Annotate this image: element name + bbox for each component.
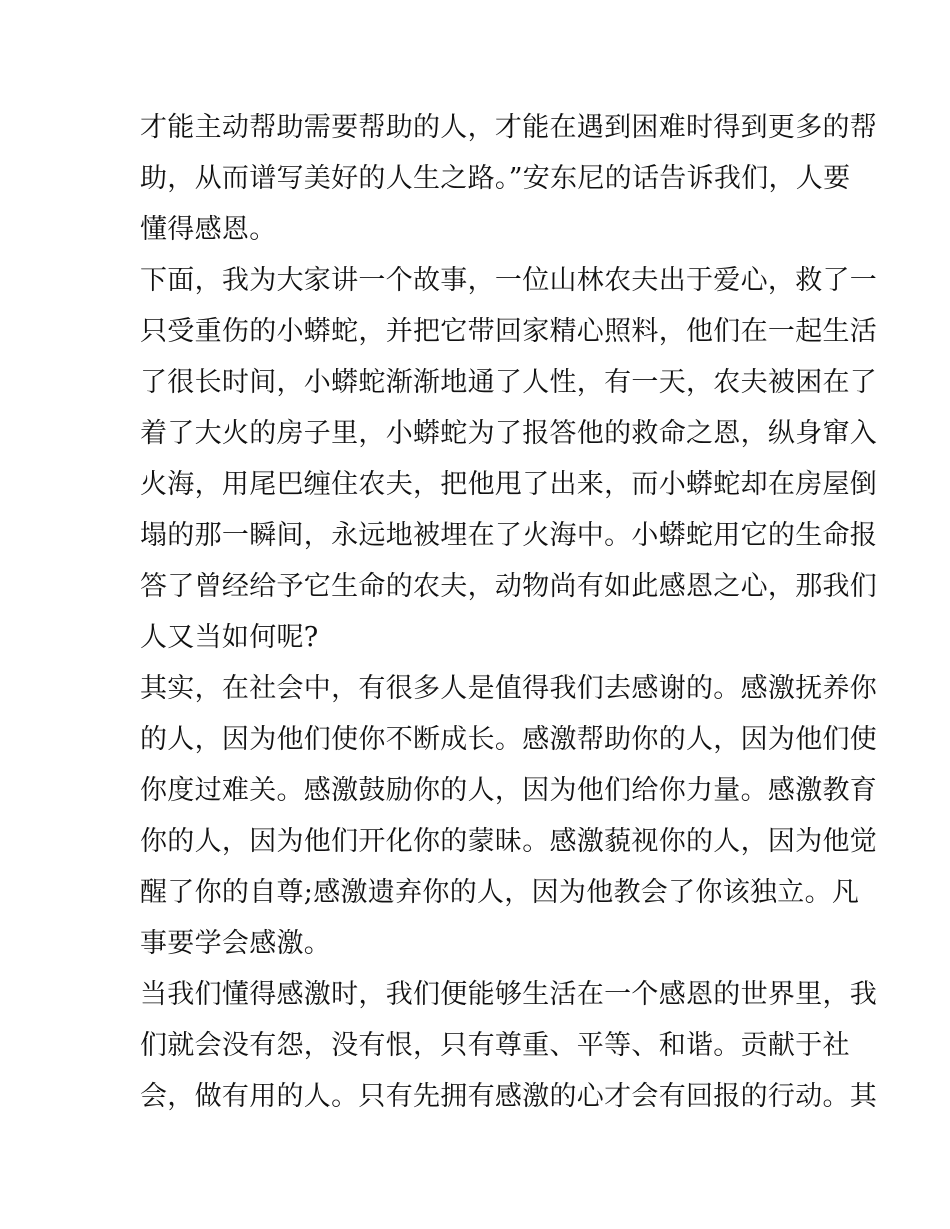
text-line: 火海，用尾巴缠住农夫，把他甩了出来，而小蟒蛇却在房屋倒 xyxy=(140,469,878,500)
text-line: 塌的那一瞬间，永远地被埋在了火海中。小蟒蛇用它的生命报 xyxy=(140,520,878,551)
text-line: 当我们懂得感激时，我们便能够生活在一个感恩的世界里，我 xyxy=(140,979,878,1010)
text-line: 了很长时间，小蟒蛇渐渐地通了人性，有一天，农夫被困在了 xyxy=(140,367,878,398)
text-line: 们就会没有怨，没有恨，只有尊重、平等、和谐。贡献于社 xyxy=(140,1030,850,1061)
text-line: 助，从而谱写美好的人生之路。”安东尼的话告诉我们，人要 xyxy=(140,163,851,194)
text-line: 下面，我为大家讲一个故事，一位山林农夫出于爱心，救了一 xyxy=(140,265,878,296)
text-line: 你度过难关。感激鼓励你的人，因为他们给你力量。感激教育 xyxy=(140,775,878,806)
text-line: 其实，在社会中，有很多人是值得我们去感谢的。感激抚养你 xyxy=(140,673,878,704)
text-line: 懂得感恩。 xyxy=(140,214,277,245)
text-line: 着了大火的房子里，小蟒蛇为了报答他的救命之恩，纵身窜入 xyxy=(140,418,878,449)
text-line: 人又当如何呢? xyxy=(140,622,319,653)
text-line: 只受重伤的小蟒蛇，并把它带回家精心照料，他们在一起生活 xyxy=(140,316,878,347)
document-body xyxy=(140,102,878,1122)
text-line: 醒了你的自尊;感激遗弃你的人，因为他教会了你该独立。凡 xyxy=(140,877,860,908)
text-line: 你的人，因为他们开化你的蒙昧。感激藐视你的人，因为他觉 xyxy=(140,826,878,857)
text-line: 会，做有用的人。只有先拥有感激的心才会有回报的行动。其 xyxy=(140,1081,878,1112)
text-line: 才能主动帮助需要帮助的人，才能在遇到困难时得到更多的帮 xyxy=(140,112,878,143)
text-line: 的人，因为他们使你不断成长。感激帮助你的人，因为他们使 xyxy=(140,724,878,755)
text-line: 答了曾经给予它生命的农夫，动物尚有如此感恩之心，那我们 xyxy=(140,571,878,602)
text-line: 事要学会感激。 xyxy=(140,928,332,959)
